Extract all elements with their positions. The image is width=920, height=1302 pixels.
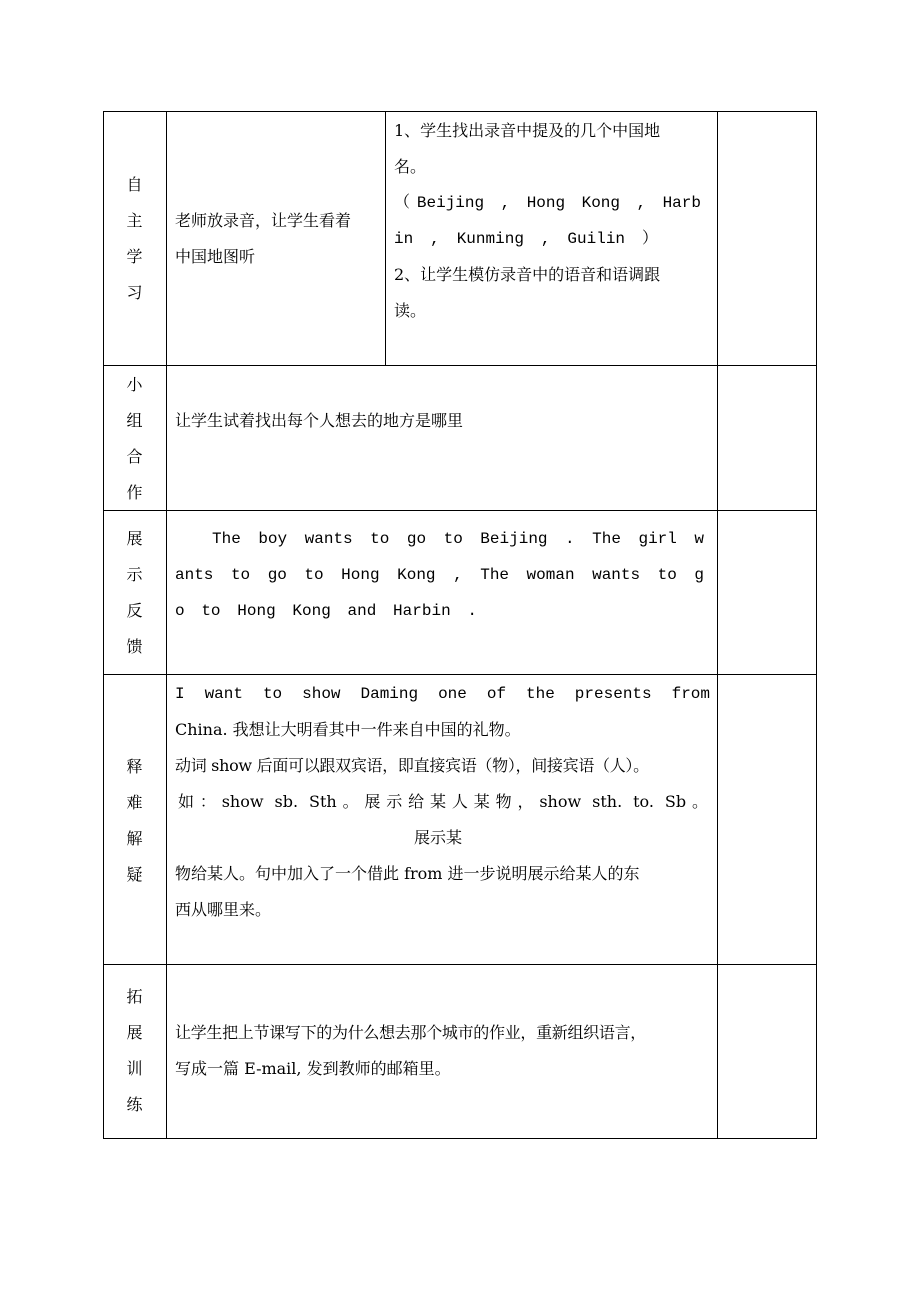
row-content: 物给某人。句中加入了一个借此 from 进一步说明展示给某人的东 — [175, 864, 640, 883]
row-content: ants to go to Hong Kong , The woman wants to g — [175, 566, 704, 584]
label-char: 自 — [126, 175, 143, 194]
label-char: 示 — [126, 565, 143, 584]
label-char: 馈 — [126, 637, 143, 656]
table-border — [103, 111, 817, 112]
label-char: 小 — [126, 375, 143, 394]
label-char: 组 — [126, 411, 143, 430]
table-border — [816, 111, 817, 1139]
row-divider — [103, 964, 817, 965]
row-label — [103, 986, 166, 1130]
label-char: 展 — [126, 529, 143, 548]
label-char: 疑 — [126, 865, 143, 884]
label-char: 拓 — [126, 987, 143, 1006]
student-activity: （Beijing , Hong Kong , Harb — [394, 194, 701, 212]
label-char: 反 — [126, 601, 143, 620]
column-divider — [717, 111, 718, 1139]
table-border — [103, 1138, 817, 1139]
label-char: 习 — [126, 283, 143, 302]
label-char: 难 — [126, 793, 143, 812]
row-label — [103, 528, 166, 672]
row-label — [103, 374, 166, 518]
row-content: The boy wants to go to Beijing . The girl w — [212, 530, 704, 548]
row-content: 让学生把上节课写下的为什么想去那个城市的作业，重新组织语言， — [175, 1023, 647, 1042]
label-char: 释 — [126, 757, 143, 776]
label-char: 练 — [126, 1095, 143, 1114]
row-divider — [103, 510, 817, 511]
row-content: 写成一篇 E-mail, 发到教师的邮箱里。 — [175, 1059, 451, 1078]
row-divider — [103, 365, 817, 366]
row-content: China. 我想让大明看其中一件来自中国的礼物。 — [175, 720, 521, 739]
row-label — [103, 174, 166, 318]
label-char: 学 — [126, 247, 143, 266]
column-divider — [385, 111, 386, 365]
column-divider — [166, 111, 167, 1139]
label-char: 训 — [126, 1059, 143, 1078]
row-content: 让学生试着找出每个人想去的地方是哪里 — [175, 411, 464, 430]
row-content: I want to show Daming one of the presents from — [175, 685, 710, 703]
row-content: o to Hong Kong and Harbin . — [175, 602, 477, 620]
row-content: 如：show sb. Sth。展示给某人某物，show sth. to. Sb。 — [178, 792, 708, 811]
student-activity: in , Kunming , Guilin ） — [394, 230, 658, 248]
row-divider — [103, 674, 817, 675]
student-activity: 2、让学生模仿录音中的语音和语调跟 — [394, 265, 661, 284]
teacher-activity: 老师放录音，让学生看着 — [175, 211, 352, 230]
student-activity: 1、学生找出录音中提及的几个中国地 — [394, 121, 661, 140]
row-content: 西从哪里来。 — [175, 900, 272, 919]
label-char: 作 — [126, 483, 143, 502]
student-activity: 读。 — [394, 301, 427, 320]
teacher-activity: 中国地图听 — [175, 247, 256, 266]
label-char: 合 — [126, 447, 143, 466]
row-content: 动词 show 后面可以跟双宾语，即直接宾语（物），间接宾语（人）。 — [175, 756, 649, 775]
student-activity: 名。 — [394, 157, 427, 176]
row-content: 展示某 — [414, 828, 463, 847]
label-char: 展 — [126, 1023, 143, 1042]
row-label — [103, 756, 166, 900]
label-char: 解 — [126, 829, 143, 848]
label-char: 主 — [126, 211, 143, 230]
